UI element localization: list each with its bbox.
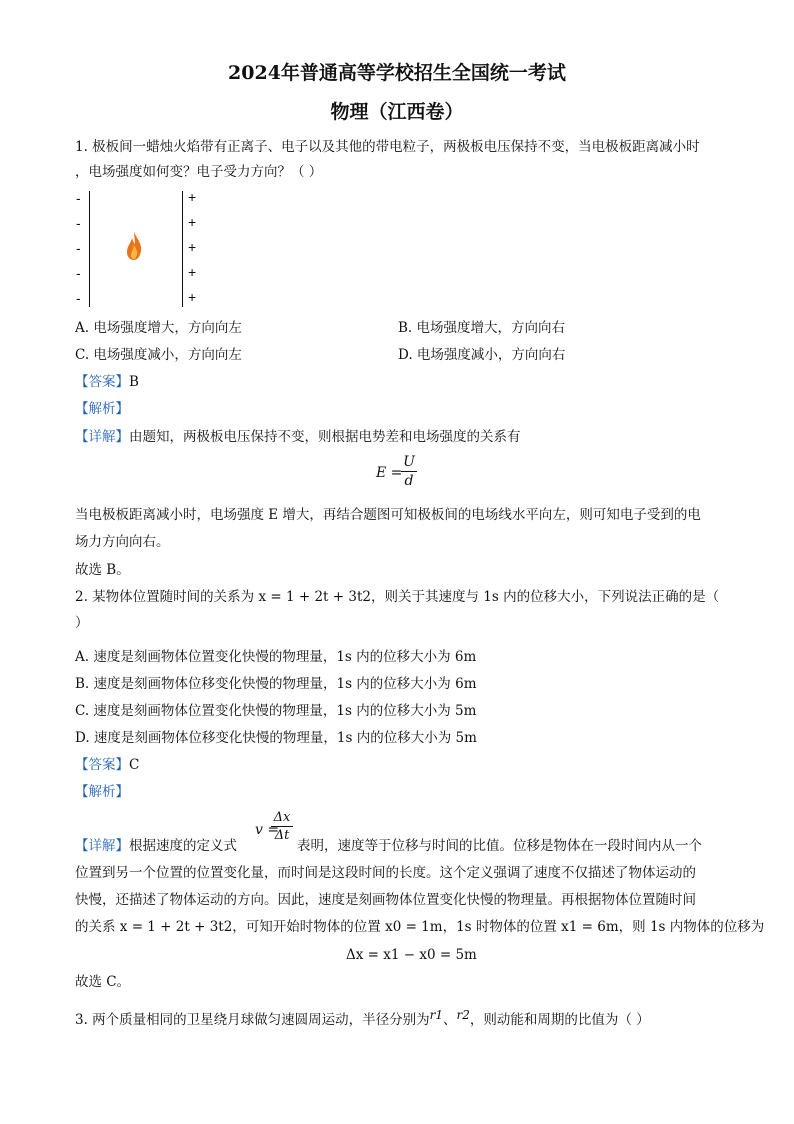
answer-label: 【答案】 [75,757,129,773]
denominator: d [404,473,414,489]
q2-detail-post: 表明，速度等于位移与时间的比值。位移是物体在一段时间内从一个 [297,838,702,854]
q3-stem [75,1010,650,1030]
q1-option-b: B. 电场强度增大，方向向右 [398,320,566,336]
page-title: 2024年普通高等学校招生全国统一考试 [228,62,566,84]
plus-sign: + [188,289,197,305]
plus-sign: + [188,214,197,230]
answer-value: C [129,757,140,773]
q1-detail [75,427,521,447]
plus-sign: + [188,239,197,255]
q2-detail-pre [75,836,237,856]
minus-sign: - [76,265,81,281]
plus-sign: + [188,189,197,205]
q3-r2: r2 [456,1008,470,1022]
page-subtitle: 物理（江西卷） [330,101,464,123]
minus-sign: - [76,215,81,231]
q2-option-b: B. 速度是刻画物体位移变化快慢的物理量，1s 内的位移大小为 6m [75,676,477,692]
q1-stem-line1: 1. 极板间一蜡烛火焰带有正离子、电子以及其他的带电粒子，两极板电压保持不变，当电极板距离减小时 [75,139,700,155]
minus-sign: - [76,240,81,256]
detail-label: 【详解】 [75,838,129,854]
q3-r1: r1 [429,1008,444,1022]
q2-detail-line4: 的关系 x = 1 + 2t + 3t2，可知开始时物体的位置 x0 = 1m，1s 时物体的位置 x1 = 6m，则 1s 内物体的位移为 [75,919,765,935]
q2-detail-line3: 快慢，还描述了物体运动的方向。因此，速度是刻画物体位置变化快慢的物理量。再根据物体位置随时间 [75,892,696,908]
q2-formula-fraction [271,810,293,843]
minus-sign: - [76,190,81,206]
q2-stem-line2: ） [75,615,89,631]
plus-sign: + [188,264,197,280]
q2-option-d: D. 速度是刻画物体位移变化快慢的物理量，1s 内的位移大小为 5m [75,730,477,746]
candle-flame-icon [125,231,143,261]
detail-label: 【详解】 [75,429,129,445]
q3-stem-pre: 3. 两个质量相同的卫星绕月球做匀速圆周运动，半径分别为 [75,1012,430,1028]
answer-label: 【答案】 [75,374,129,390]
q1-formula-lhs: E = [376,465,403,481]
minus-sign: - [76,290,81,306]
q1-conclusion-line1: 当电极板距离减小时，电场强度 E 增大，再结合题图可知极板间的电场线水平向左，则可知电子受到的电 [75,507,701,523]
q1-option-c: C. 电场强度减小，方向向左 [75,347,242,363]
answer-value: B [129,374,139,390]
q3-sep: 、 [443,1012,457,1028]
q1-choose: 故选 B。 [75,562,130,578]
q1-option-d: D. 电场强度减小，方向向右 [398,347,566,363]
q2-analysis-label: 【解析】 [75,784,129,800]
q1-conclusion-line2: 场力方向向右。 [75,534,170,550]
detail-text: 由题知，两极板电压保持不变，则根据电势差和电场强度的关系有 [129,429,521,445]
q2-formula-lhs: v = [255,822,280,838]
q1-formula-fraction [401,454,417,489]
q2-option-c: C. 速度是刻画物体位置变化快慢的物理量，1s 内的位移大小为 5m [75,703,477,719]
q2-option-a: A. 速度是刻画物体位置变化快慢的物理量，1s 内的位移大小为 6m [75,649,477,665]
numerator: Δx [273,810,291,825]
q3-stem-post: ，则动能和周期的比值为（ ） [469,1012,650,1028]
q2-answer [75,755,139,775]
q1-stem-line2: ，电场强度如何变？电子受力方向？（ ） [75,164,323,180]
numerator: U [403,454,415,470]
q2-detail-line2: 位置到另一个位置的位置变化量，而时间是这段时间的长度。这个定义强调了速度不仅描述了物体运动的 [75,865,696,881]
q1-analysis-label: 【解析】 [75,401,129,417]
right-plate [182,191,183,307]
q1-answer [75,372,139,392]
q2-result: Δx = x1 − x0 = 5m [346,947,477,963]
detail-pre-text: 根据速度的定义式 [129,838,237,854]
q1-option-a: A. 电场强度增大，方向向左 [75,320,242,336]
denominator: Δt [274,828,290,843]
q2-stem-line1: 2. 某物体位置随时间的关系为 x = 1 + 2t + 3t2，则关于其速度与 1s 内的位移大小，下列说法正确的是（ [75,589,720,605]
q2-choose: 故选 C。 [75,974,131,990]
left-plate [89,191,90,307]
